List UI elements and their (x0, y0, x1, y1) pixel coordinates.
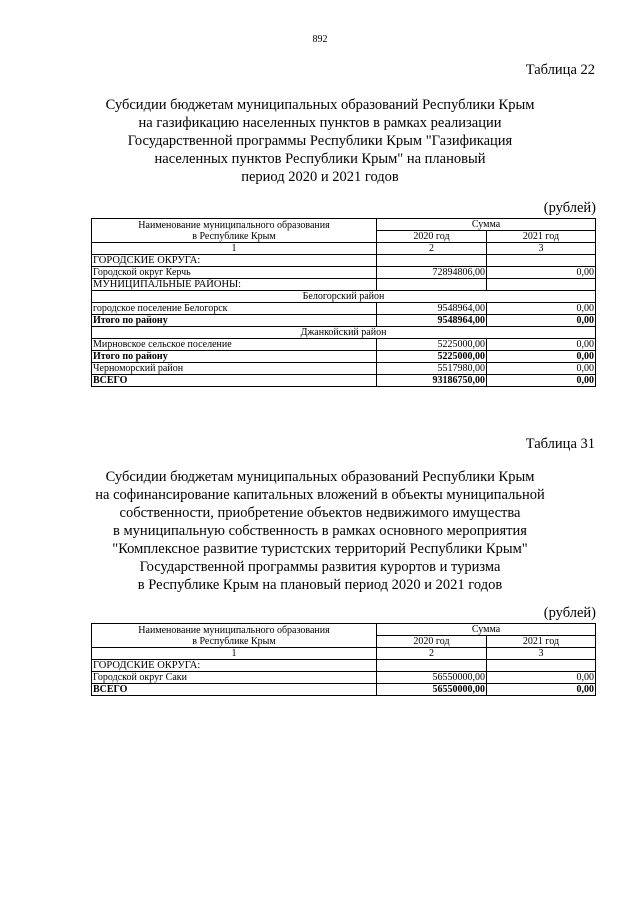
table-22-label: Таблица 22 (525, 62, 595, 78)
row-name: ВСЕГО (92, 375, 377, 387)
empty-cell (487, 660, 596, 672)
table-row (92, 672, 596, 684)
header-year-2021: 2021 год (487, 636, 596, 648)
table-row (92, 267, 596, 279)
header-name-line: в Республике Крым (192, 635, 276, 647)
value-2021: 0,00 (487, 684, 596, 696)
value-2020: 72894806,00 (377, 267, 487, 279)
title-line: на софинансирование капитальных вложений в объекты муниципальной (95, 487, 545, 503)
title-line: Субсидии бюджетам муниципальных образований Республики Крым (105, 97, 535, 113)
title-line: Субсидии бюджетам муниципальных образований Республики Крым (105, 469, 535, 485)
table-22-units: (рублей) (543, 200, 596, 216)
header-name (92, 624, 377, 648)
value-2021: 0,00 (487, 351, 596, 363)
empty-cell (377, 660, 487, 672)
col-num-1: 1 (92, 648, 377, 660)
district-header: Джанкойский район (92, 327, 596, 339)
value-2020: 9548964,00 (377, 315, 487, 327)
table-row (92, 660, 596, 672)
empty-cell (487, 255, 596, 267)
title-line: населенных пунктов Республики Крым" на плановый (154, 151, 486, 167)
table-row (92, 363, 596, 375)
row-name: ГОРОДСКИЕ ОКРУГА: (92, 255, 377, 267)
col-num-3: 3 (487, 243, 596, 255)
value-2020: 5225000,00 (377, 339, 487, 351)
table-22 (91, 218, 596, 387)
header-name-line: в Республике Крым (192, 230, 276, 242)
header-year-2020: 2020 год (377, 636, 487, 648)
table-31-label: Таблица 31 (525, 436, 595, 452)
col-num-2: 2 (377, 648, 487, 660)
title-line: собственности, приобретение объектов недвижимого имущества (119, 505, 521, 521)
table-row (92, 303, 596, 315)
value-2020: 56550000,00 (377, 684, 487, 696)
row-name: Городской округ Керчь (92, 267, 377, 279)
header-year-2021: 2021 год (487, 231, 596, 243)
value-2021: 0,00 (487, 315, 596, 327)
empty-cell (487, 279, 596, 291)
title-line: в муниципальную собственность в рамках основного мероприятия (113, 523, 527, 539)
row-name: Городской округ Саки (92, 672, 377, 684)
value-2021: 0,00 (487, 303, 596, 315)
table-row (92, 375, 596, 387)
value-2020: 56550000,00 (377, 672, 487, 684)
table-row (92, 291, 596, 303)
col-num-1: 1 (92, 243, 377, 255)
value-2021: 0,00 (487, 339, 596, 351)
value-2021: 0,00 (487, 267, 596, 279)
row-name: Черноморский район (92, 363, 377, 375)
title-line: Государственной программы Республики Крым "Газификация (127, 133, 513, 149)
row-name: городское поселение Белогорск (92, 303, 377, 315)
value-2021: 0,00 (487, 672, 596, 684)
value-2020: 5225000,00 (377, 351, 487, 363)
value-2020: 9548964,00 (377, 303, 487, 315)
header-sum: Сумма (377, 219, 596, 231)
table-row (92, 684, 596, 696)
row-name: Мирновское сельское поселение (92, 339, 377, 351)
empty-cell (377, 279, 487, 291)
title-line: "Комплексное развитие туристских территорий Республики Крым" (112, 541, 528, 557)
header-name (92, 219, 377, 243)
table-22-title (60, 96, 580, 186)
title-line: в Республике Крым на плановый период 2020 и 2021 годов (137, 577, 503, 593)
value-2021: 0,00 (487, 363, 596, 375)
row-name: Итого по району (92, 315, 377, 327)
row-name: ВСЕГО (92, 684, 377, 696)
value-2021: 0,00 (487, 375, 596, 387)
table-row (92, 255, 596, 267)
table-row (92, 279, 596, 291)
col-num-2: 2 (377, 243, 487, 255)
row-name: ГОРОДСКИЕ ОКРУГА: (92, 660, 377, 672)
title-line: период 2020 и 2021 годов (241, 169, 399, 185)
header-name-line: Наименование муниципального образования (138, 219, 330, 231)
table-31-units: (рублей) (543, 605, 596, 621)
district-header: Белогорский район (92, 291, 596, 303)
table-row (92, 327, 596, 339)
empty-cell (377, 255, 487, 267)
value-2020: 93186750,00 (377, 375, 487, 387)
table-row (92, 351, 596, 363)
table-row (92, 339, 596, 351)
header-sum: Сумма (377, 624, 596, 636)
table-31-title (60, 468, 580, 594)
header-name-line: Наименование муниципального образования (138, 624, 330, 636)
col-num-3: 3 (487, 648, 596, 660)
value-2020: 5517980,00 (377, 363, 487, 375)
page-number: 892 (312, 34, 328, 45)
title-line: Государственной программы развития курортов и туризма (139, 559, 501, 575)
table-31 (91, 623, 596, 696)
row-name: Итого по району (92, 351, 377, 363)
row-name: МУНИЦИПАЛЬНЫЕ РАЙОНЫ: (92, 279, 377, 291)
title-line: на газификацию населенных пунктов в рамках реализации (138, 115, 502, 131)
header-year-2020: 2020 год (377, 231, 487, 243)
table-row (92, 315, 596, 327)
